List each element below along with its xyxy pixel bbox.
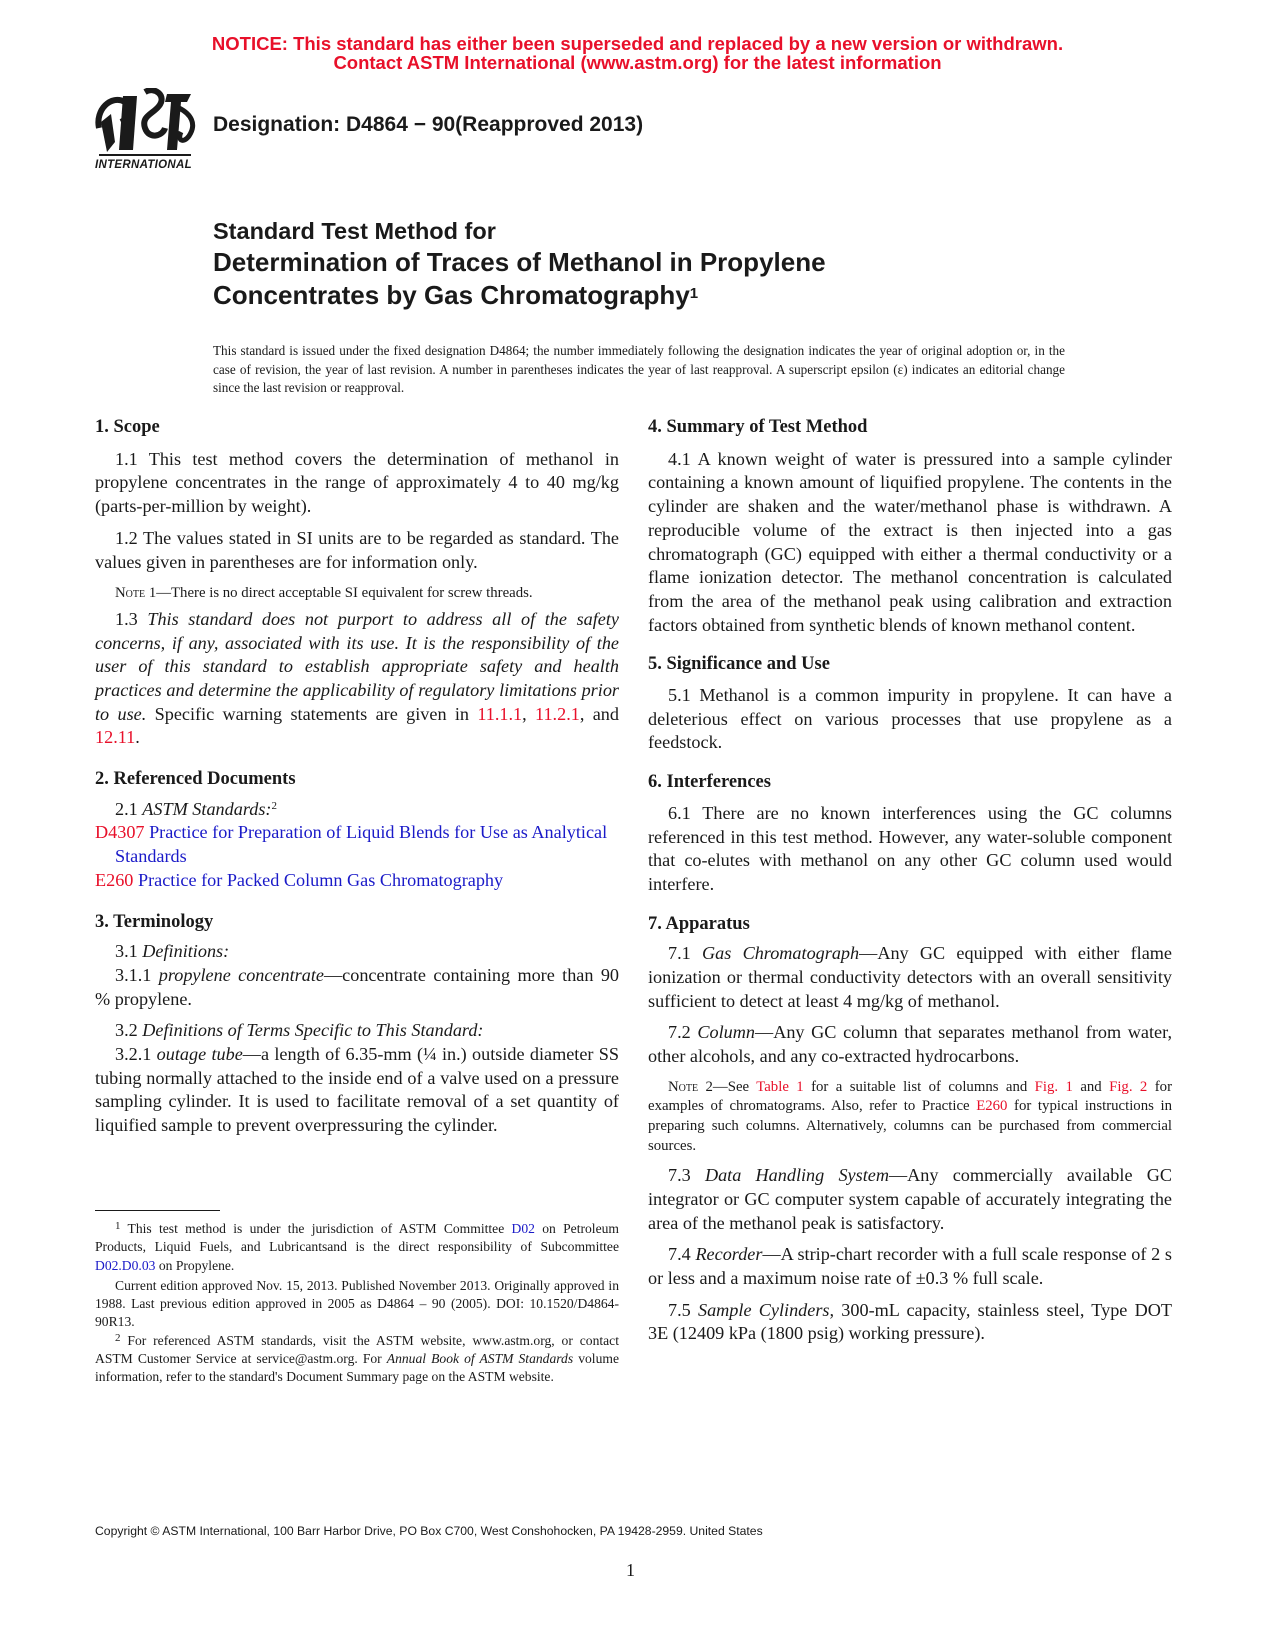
footnote-1-mark: 1: [115, 1220, 121, 1232]
fig-2-link[interactable]: Fig. 2: [1109, 1078, 1148, 1095]
committee-d02-link[interactable]: D02: [511, 1221, 535, 1236]
ref-11-2-1-link[interactable]: 11.2.1: [535, 703, 580, 724]
title-line-3: [213, 279, 826, 312]
footnote-2: [95, 1332, 619, 1387]
section-5-heading: 5. Significance and Use: [648, 654, 830, 675]
current-edition-note: Current edition approved Nov. 15, 2013. Published November 2013. Originally approved in 1988. Last previous edition approved in 2005 as D4864 – 90 (2005). DOI: 10.1520/D4864-90R13.: [95, 1277, 619, 1330]
para-7-2-num: 7.2: [668, 1022, 698, 1043]
para-7-3-num: 7.3: [668, 1165, 705, 1186]
reference-e260[interactable]: [95, 869, 619, 893]
note-2: [648, 1078, 1172, 1156]
e260-link[interactable]: E260: [976, 1098, 1008, 1115]
para-2-1-num: 2.1: [115, 798, 143, 819]
note-1: [95, 584, 619, 604]
subcommittee-link[interactable]: D02.D0.03: [95, 1257, 156, 1273]
ref-d4307-title[interactable]: Practice for Preparation of Liquid Blends for Use as Analytical Standards: [115, 822, 608, 867]
para-1-3-end: .: [135, 727, 140, 748]
footnotes: [95, 1220, 619, 1387]
para-7-3: [648, 1164, 1172, 1235]
right-column: [648, 416, 1172, 1346]
table-1-link[interactable]: Table 1: [756, 1078, 804, 1095]
page-number: 1: [626, 1560, 635, 1580]
logo-wordmark: INTERNATIONAL: [95, 159, 192, 171]
para-3-2-num: 3.2: [115, 1020, 143, 1041]
para-3-2-italic: Definitions of Terms Specific to This Standard:: [142, 1020, 484, 1041]
para-7-5-text: 300-mL capacity, stainless steel, Type DOT 3E (12409 kPa (1800 psig) working pressure).: [648, 1299, 1172, 1344]
section-4-heading: 4. Summary of Test Method: [648, 417, 868, 437]
footnote-2-italic: Annual Book of ASTM Standards: [386, 1351, 574, 1367]
para-1-3-italic: This standard does not purport to address all of the safety concerns, if any, associated with its use. It is the responsibility of the user of this standard to establish appropriate safety and health practices and determine the applicability of regulatory limitations prior to use.: [95, 608, 619, 724]
para-3-1: [95, 940, 619, 964]
document-title: [213, 216, 826, 312]
fig-1-link[interactable]: Fig. 1: [1034, 1078, 1073, 1095]
para-1-3: [95, 608, 619, 750]
para-1-2: 1.2 The values stated in SI units are to be regarded as standard. The values given in parentheses are for information only.: [95, 527, 619, 572]
ref-e260-code[interactable]: E260: [95, 869, 134, 890]
term-data-handling-system: Data Handling System: [704, 1165, 889, 1186]
para-3-2-1: [95, 1043, 619, 1138]
para-3-2: [95, 1019, 619, 1043]
title-line-1: Standard Test Method for: [213, 218, 496, 244]
copyright-line: Copyright © ASTM International, 100 Barr Harbor Drive, PO Box C700, West Conshohocken, PA 19428-2959. United States: [95, 1524, 763, 1538]
para-1-3-sep1: ,: [522, 703, 536, 724]
footnote-1-b: on Petroleum Products, Liquid Fuels, and Lubricantsand is the direct responsibility of Subcommittee: [95, 1221, 619, 1255]
note-2-label: Note: [668, 1078, 699, 1095]
term-recorder: Recorder: [695, 1244, 763, 1265]
footnote-rule: [95, 1210, 220, 1211]
footnote-1-c: on Propylene.: [155, 1257, 235, 1273]
withdrawal-notice: [0, 34, 1275, 72]
footnote-2-mark: 2: [271, 799, 277, 812]
term-sample-cylinders: Sample Cylinders,: [697, 1299, 835, 1320]
ref-12-11-link[interactable]: 12.11: [95, 727, 136, 748]
para-2-1-italic: ASTM Standards:: [142, 798, 272, 819]
astm-international-logo: [93, 88, 201, 176]
para-3-1-1: [95, 964, 619, 1011]
para-4-1: 4.1 A known weight of water is pressured into a sample cylinder containing a known amount of liquified propylene. The contents in the cylinder are shaken and the water/methanol phase is withdrawn. A reproducible volume of the extract is then injected into a gas chromatograph (GC) equipped with either a thermal conductivity or a flame ionization detector. The methanol concentration is calculated from the area of the methanol peak using calibration and extraction factors obtained from synthetic blends of known methanol content.: [648, 448, 1172, 635]
para-7-1-text: —Any GC equipped with either flame ionization or thermal conductivity detectors with an overall sensitivity sufficient to detect at least 4 mg/kg of methanol.: [648, 943, 1172, 1011]
section-7-heading: 7. Apparatus: [648, 913, 750, 934]
notice-line-2: Contact ASTM International (www.astm.org) for the latest information: [333, 52, 942, 73]
footnote-2-mark-bottom: 2: [115, 1331, 121, 1344]
term-column: Column: [697, 1022, 755, 1043]
note-2-c: and: [1072, 1078, 1110, 1095]
ref-11-1-1-link[interactable]: 11.1.1: [477, 703, 523, 724]
para-5-1: 5.1 Methanol is a common impurity in propylene. It can have a deleterious effect on various processes that use propylene as a feedstock.: [648, 685, 1172, 753]
para-1-3-tail: Specific warning statements are given in: [146, 703, 478, 724]
para-7-2-text: —Any GC column that separates methanol from water, other alcohols, and any co-extracted hydrocarbons.: [648, 1022, 1173, 1067]
note-2-a: 2—See: [698, 1078, 757, 1095]
term-outage-tube: outage tube: [156, 1044, 243, 1065]
note-1-text: 1—There is no direct acceptable SI equivalent for screw threads.: [145, 585, 533, 602]
para-7-5: [648, 1299, 1172, 1346]
para-7-4-num: 7.4: [668, 1244, 696, 1265]
footnote-1-a: This test method is under the jurisdiction of ASTM Committee: [120, 1221, 512, 1236]
para-7-2: [648, 1021, 1172, 1068]
para-3-2-1-text: —a length of 6.35-mm (¼ in.) outside diameter SS tubing normally attached to the inside end of a valve used on a pressure sampling cylinder. It is used to facilitate removal of a set quantity of liquified sample to prevent overpressuring the cylinder.: [95, 1044, 619, 1136]
title-footnote-mark: 1: [689, 285, 699, 302]
para-7-1-num: 7.1: [668, 943, 702, 964]
section-6-heading: 6. Interferences: [648, 772, 771, 793]
para-7-4: [648, 1243, 1172, 1290]
designation: Designation: D4864 − 90(Reapproved 2013): [213, 113, 644, 136]
section-1-heading: 1. Scope: [95, 417, 160, 437]
ref-e260-title[interactable]: Practice for Packed Column Gas Chromatography: [133, 869, 504, 890]
para-2-1: [95, 798, 619, 822]
issued-note: This standard is issued under the fixed designation D4864; the number immediately following the designation indicates the year of original adoption or, in the case of revision, the year of last revision. A number in parentheses indicates the year of last reapproval. A superscript epsilon (ε) indicates an editorial change since the last revision or reapproval.: [213, 343, 1065, 395]
footnote-2-b: volume information, refer to the standard's Document Summary page on the ASTM website.: [95, 1351, 619, 1385]
para-3-2-1-num: 3.2.1: [115, 1044, 157, 1065]
footnote-2-a: For referenced ASTM standards, visit the ASTM website, www.astm.org, or contact ASTM Customer Service at service@astm.org. For: [95, 1332, 619, 1367]
para-7-5-num: 7.5: [668, 1299, 698, 1320]
para-1-1: 1.1 This test method covers the determination of methanol in propylene concentrates in the range of approximately 4 to 40 mg/kg (parts-per-million by weight).: [95, 448, 619, 517]
para-3-1-num: 3.1: [115, 941, 143, 962]
notice-line-1: NOTICE: This standard has either been superseded and replaced by a new version or withdrawn.: [211, 33, 1064, 54]
note-2-b: for a suitable list of columns and: [803, 1078, 1035, 1095]
note-2-e: for typical instructions in preparing such columns. Alternatively, columns can be purchased from commercial sources.: [648, 1098, 1172, 1154]
para-1-3-sep2: , and: [579, 703, 619, 724]
title-line-2: Determination of Traces of Methanol in Propylene: [213, 247, 826, 277]
para-3-1-1-num: 3.1.1: [115, 964, 159, 985]
para-3-1-italic: Definitions:: [142, 941, 230, 962]
ref-d4307-code[interactable]: D4307: [95, 822, 145, 843]
reference-d4307[interactable]: [95, 821, 619, 868]
para-3-1-1-text: —concentrate containing more than 90 % propylene.: [95, 964, 620, 1009]
note-1-label: Note: [115, 585, 146, 602]
para-7-1: [648, 942, 1172, 1013]
para-1-3-num: 1.3: [115, 608, 148, 629]
term-gas-chromatograph: Gas Chromatograph: [702, 943, 860, 964]
para-7-3-text: —Any commercially available GC integrator or GC computer system capable of accurately integrating the area of the methanol peak is satisfactory.: [648, 1165, 1172, 1233]
term-propylene-concentrate: propylene concentrate: [158, 964, 324, 985]
astm-logo-icon: [93, 88, 201, 176]
para-6-1: 6.1 There are no known interferences using the GC columns referenced in this test method. However, any water-soluble component that co-elutes with methanol on any other GC column used would interfere.: [648, 802, 1172, 894]
section-2-heading: 2. Referenced Documents: [95, 769, 296, 790]
footnote-1: [95, 1220, 619, 1275]
title-line-3-text: Concentrates by Gas Chromatography: [213, 280, 690, 310]
section-3-heading: 3. Terminology: [95, 911, 214, 932]
left-column: [95, 416, 619, 1138]
para-7-4-text: —A strip-chart recorder with a full scale response of 2 s or less and a maximum noise rate of ±0.3 % full scale.: [648, 1244, 1173, 1289]
note-2-d: for examples of chromatograms. Also, refer to Practice: [648, 1078, 1172, 1115]
